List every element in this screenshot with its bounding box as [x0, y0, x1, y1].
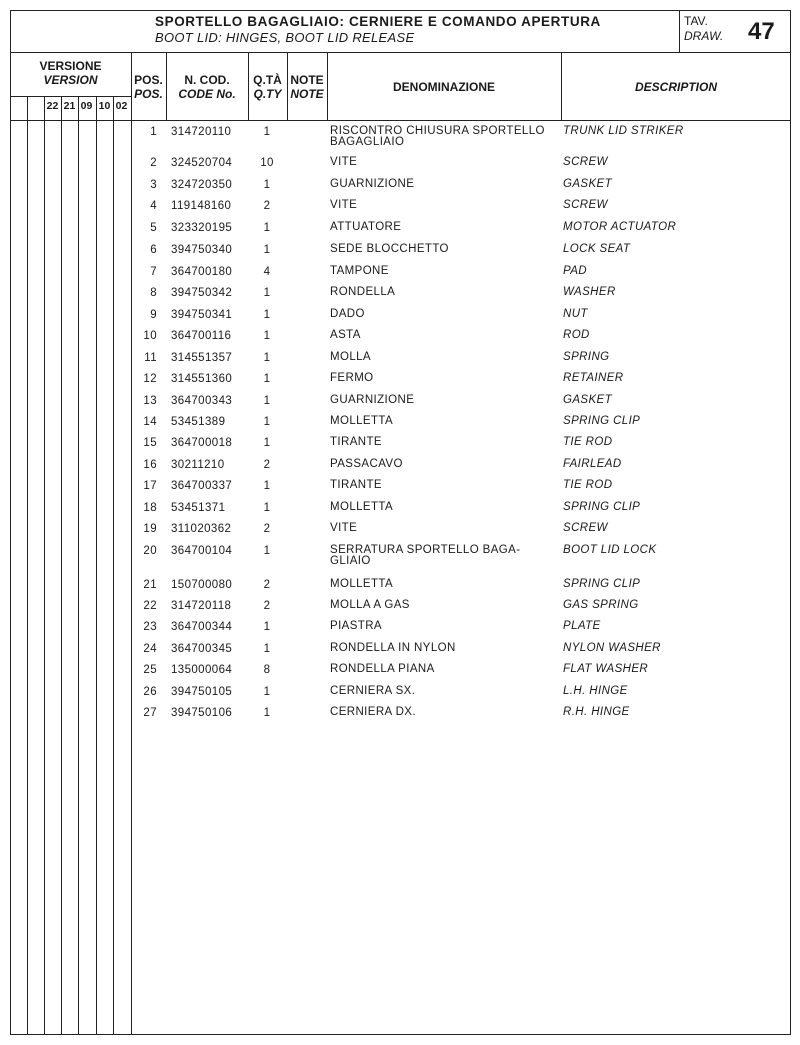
qty-cell: 1 — [263, 179, 271, 191]
pos-cell: 5 — [150, 222, 157, 234]
code-cell: 364700345 — [171, 643, 233, 655]
denominazione-cell — [330, 523, 357, 534]
denominazione-line: RONDELLA — [330, 286, 396, 298]
pos-cell: 17 — [143, 480, 157, 492]
denominazione-cell — [330, 373, 374, 384]
description-cell: GAS SPRING — [563, 599, 639, 611]
code-cell: 364700018 — [171, 437, 233, 449]
denominazione-cell — [330, 287, 395, 298]
description-cell: NYLON WASHER — [563, 642, 661, 654]
denominazione-cell — [330, 545, 520, 567]
denominazione-line: SEDE BLOCCHETTO — [330, 243, 449, 255]
denominazione-line: GUARNIZIONE — [330, 178, 415, 190]
pos-cell: 7 — [150, 266, 157, 278]
qty-cell: 1 — [263, 416, 271, 428]
denominazione-cell — [330, 707, 416, 718]
description-cell: GASKET — [563, 394, 613, 406]
code-header — [166, 73, 248, 101]
version-col-line-2 — [44, 96, 45, 1035]
description-cell: ROD — [563, 329, 590, 341]
pos-cell: 16 — [143, 459, 157, 471]
description-cell: TRUNK LID STRIKER — [563, 125, 684, 137]
denominazione-cell — [330, 502, 393, 513]
code-cell: 364700337 — [171, 480, 233, 492]
denominazione-cell — [330, 459, 403, 470]
code-cell: 314720118 — [171, 600, 232, 612]
qty-header-en: Q.TY — [253, 87, 282, 101]
version-header-en: VERSION — [43, 73, 98, 87]
description-cell: FAIRLEAD — [563, 458, 622, 470]
denominazione-line: VITE — [330, 199, 358, 211]
qty-cell: 1 — [263, 352, 271, 364]
pos-cell: 19 — [143, 523, 157, 535]
code-cell: 324520704 — [171, 157, 233, 169]
denominazione-cell — [330, 621, 382, 632]
description-cell: L.H. HINGE — [563, 685, 628, 697]
version-header — [10, 59, 131, 87]
denominazione-line: TIRANTE — [330, 479, 382, 491]
qty-header-it: Q.TÀ — [253, 73, 282, 87]
qty-cell: 1 — [263, 480, 271, 492]
description-cell: SCREW — [563, 156, 608, 168]
qty-cell: 1 — [263, 126, 271, 138]
qty-cell: 1 — [263, 437, 271, 449]
description-header — [561, 80, 791, 94]
description-cell: SCREW — [563, 522, 608, 534]
version-header-it: VERSIONE — [39, 59, 102, 73]
denominazione-cell — [330, 126, 545, 148]
denominazione-line: GUARNIZIONE — [330, 394, 415, 406]
denominazione-line: CERNIERA SX. — [330, 685, 416, 697]
code-cell: 364700343 — [171, 395, 233, 407]
pos-cell: 8 — [150, 287, 157, 299]
qty-cell: 10 — [260, 157, 274, 169]
pos-cell: 20 — [143, 545, 157, 557]
code-cell: 314551357 — [171, 352, 233, 364]
pos-cell: 23 — [143, 621, 157, 633]
code-cell: 314551360 — [171, 373, 233, 385]
denominazione-line: TAMPONE — [330, 265, 389, 277]
code-cell: 394750106 — [171, 707, 233, 719]
header-bottom-rule — [10, 120, 791, 121]
pos-cell: 27 — [143, 707, 157, 719]
description-cell: PLATE — [563, 620, 601, 632]
code-cell: 324720350 — [171, 179, 233, 191]
pos-cell: 4 — [150, 200, 157, 212]
denominazione-cell — [330, 244, 449, 255]
qty-cell: 1 — [263, 330, 271, 342]
description-cell: NUT — [563, 308, 588, 320]
code-cell: 119148160 — [171, 200, 232, 212]
description-cell: R.H. HINGE — [563, 706, 630, 718]
version-code-21: 21 — [63, 100, 76, 112]
denominazione-cell — [330, 330, 361, 341]
description-cell: FLAT WASHER — [563, 663, 649, 675]
qty-cell: 2 — [263, 459, 271, 471]
code-cell: 364700116 — [171, 330, 232, 342]
pos-cell: 21 — [143, 579, 157, 591]
qty-cell: 1 — [263, 545, 271, 557]
pos-cell: 12 — [143, 373, 157, 385]
draw-label: DRAW. — [684, 29, 724, 43]
pos-cell: 9 — [150, 309, 157, 321]
code-cell: 394750342 — [171, 287, 233, 299]
code-cell: 311020362 — [171, 523, 232, 535]
note-header — [287, 73, 327, 101]
tav-label: TAV. — [684, 14, 708, 28]
denominazione-cell — [330, 352, 371, 363]
version-col-line-4 — [78, 96, 79, 1035]
description-cell: TIE ROD — [563, 479, 613, 491]
code-cell: 364700344 — [171, 621, 233, 633]
qty-cell: 1 — [263, 502, 271, 514]
drawing-number: 47 — [748, 18, 775, 45]
code-cell: 364700104 — [171, 545, 233, 557]
qty-cell: 1 — [263, 643, 271, 655]
denominazione-cell — [330, 309, 365, 320]
denominazione-line: VITE — [330, 522, 358, 534]
code-cell: 394750341 — [171, 309, 233, 321]
qty-cell: 1 — [263, 395, 271, 407]
denominazione-header — [327, 80, 561, 94]
page-title: SPORTELLO BAGAGLIAIO: CERNIERE E COMANDO APERTURA — [155, 14, 601, 29]
qty-cell: 1 — [263, 373, 271, 385]
qty-cell: 2 — [263, 579, 271, 591]
version-code-09: 09 — [80, 100, 93, 112]
qty-header — [248, 73, 287, 101]
denominazione-line: TIRANTE — [330, 436, 382, 448]
denominazione-cell — [330, 480, 382, 491]
description-cell: MOTOR ACTUATOR — [563, 221, 677, 233]
qty-cell: 1 — [263, 621, 271, 633]
qty-cell: 1 — [263, 287, 271, 299]
qty-cell: 2 — [263, 200, 271, 212]
note-header-it: NOTE — [290, 73, 324, 87]
denominazione-line-2: BAGAGLIAIO — [330, 136, 405, 148]
qty-cell: 1 — [263, 686, 271, 698]
denominazione-line: CERNIERA DX. — [330, 706, 416, 718]
pos-cell: 2 — [150, 157, 157, 169]
code-cell: 53451371 — [171, 502, 226, 514]
description-cell: RETAINER — [563, 372, 624, 384]
pos-cell: 6 — [150, 244, 157, 256]
description-cell: SCREW — [563, 199, 608, 211]
description-cell: WASHER — [563, 286, 616, 298]
qty-cell: 4 — [263, 266, 271, 278]
pos-cell: 10 — [143, 330, 157, 342]
description-cell: GASKET — [563, 178, 613, 190]
pos-cell: 14 — [143, 416, 157, 428]
pos-cell: 1 — [150, 126, 157, 138]
denominazione-line: PIASTRA — [330, 620, 383, 632]
denominazione-line: ATTUATORE — [330, 221, 402, 233]
pos-cell: 13 — [143, 395, 157, 407]
pos-cell: 11 — [144, 352, 157, 364]
page-frame — [10, 10, 791, 1035]
description-cell: SPRING CLIP — [563, 415, 641, 427]
denominazione-line: MOLLA A GAS — [330, 599, 410, 611]
code-header-en: CODE No. — [178, 87, 236, 101]
qty-cell: 1 — [263, 309, 271, 321]
denominazione-line: ASTA — [330, 329, 361, 341]
description-cell: PAD — [563, 265, 587, 277]
version-col-line-6 — [113, 96, 114, 1035]
denominazione-line: DADO — [330, 308, 365, 320]
version-col-line-5 — [96, 96, 97, 1035]
denominazione-line: MOLLETTA — [330, 415, 394, 427]
qty-cell: 1 — [263, 707, 271, 719]
pos-cell: 3 — [150, 179, 157, 191]
denominazione-cell — [330, 157, 357, 168]
denominazione-line: MOLLETTA — [330, 501, 394, 513]
note-header-en: NOTE — [290, 87, 324, 101]
version-code-10: 10 — [98, 100, 111, 112]
pos-cell: 22 — [143, 600, 157, 612]
denominazione-cell — [330, 600, 410, 611]
denominazione-cell — [330, 416, 393, 427]
denominazione-cell — [330, 200, 357, 211]
denominazione-cell — [330, 579, 393, 590]
pos-cell: 25 — [143, 664, 157, 676]
code-cell: 53451389 — [171, 416, 226, 428]
denominazione-cell — [330, 179, 414, 190]
description-cell: TIE ROD — [563, 436, 613, 448]
version-col-line-1 — [27, 96, 28, 1035]
qty-cell: 2 — [263, 523, 271, 535]
denominazione-cell — [330, 643, 456, 654]
description-cell: LOCK SEAT — [563, 243, 631, 255]
qty-cell: 8 — [263, 664, 271, 676]
denominazione-header-label: DENOMINAZIONE — [393, 80, 495, 94]
denominazione-line: PASSACAVO — [330, 458, 403, 470]
denominazione-line: RISCONTRO CHIUSURA SPORTELLO — [330, 125, 545, 137]
qty-cell: 2 — [263, 600, 271, 612]
pos-cell: 26 — [143, 686, 157, 698]
denominazione-line: VITE — [330, 156, 358, 168]
code-cell: 394750105 — [171, 686, 233, 698]
denominazione-line: FERMO — [330, 372, 374, 384]
pos-cell: 18 — [143, 502, 157, 514]
denominazione-cell — [330, 437, 382, 448]
denominazione-cell — [330, 266, 389, 277]
denominazione-cell — [330, 222, 401, 233]
code-cell: 323320195 — [171, 222, 233, 234]
qty-cell: 1 — [263, 222, 271, 234]
pos-header-en: POS. — [134, 87, 163, 101]
qty-cell: 1 — [263, 244, 271, 256]
code-cell: 150700080 — [171, 579, 233, 591]
pos-header — [131, 73, 166, 101]
title-divider — [10, 52, 791, 53]
code-cell: 394750340 — [171, 244, 233, 256]
version-code-22: 22 — [46, 100, 59, 112]
description-cell: SPRING CLIP — [563, 501, 641, 513]
pos-cell: 24 — [143, 643, 157, 655]
denominazione-line: RONDELLA PIANA — [330, 663, 435, 675]
description-cell: SPRING — [563, 351, 610, 363]
denominazione-cell — [330, 395, 414, 406]
description-cell: BOOT LID LOCK — [563, 544, 657, 556]
code-cell: 30211210 — [171, 459, 225, 471]
denominazione-cell — [330, 664, 435, 675]
description-header-label: DESCRIPTION — [634, 80, 717, 94]
code-cell: 364700180 — [171, 266, 233, 278]
denominazione-line: MOLLA — [330, 351, 371, 363]
tav-divider — [679, 10, 680, 53]
denominazione-line-2: GLIAIO — [330, 555, 371, 567]
version-code-02: 02 — [115, 100, 128, 112]
code-header-it: N. COD. — [184, 73, 230, 87]
page-subtitle: BOOT LID: HINGES, BOOT LID RELEASE — [155, 30, 415, 45]
denominazione-line: SERRATURA SPORTELLO BAGA- — [330, 544, 521, 556]
denominazione-line: MOLLETTA — [330, 578, 394, 590]
denominazione-line: RONDELLA IN NYLON — [330, 642, 456, 654]
description-cell: SPRING CLIP — [563, 578, 641, 590]
pos-cell: 15 — [143, 437, 157, 449]
denominazione-cell — [330, 686, 415, 697]
version-col-line-3 — [61, 96, 62, 1035]
version-block-border — [131, 52, 132, 1035]
pos-header-it: POS. — [134, 73, 163, 87]
code-cell: 135000064 — [171, 664, 233, 676]
code-cell: 314720110 — [171, 126, 232, 138]
